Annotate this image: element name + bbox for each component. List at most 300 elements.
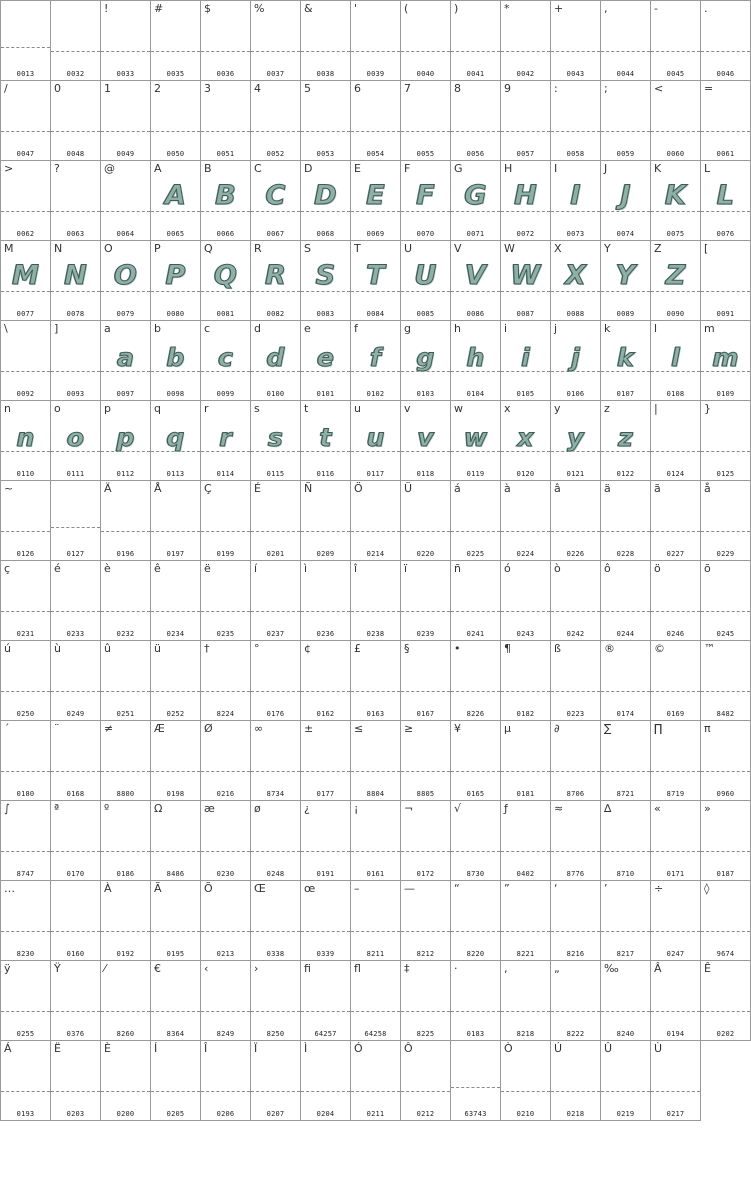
glyph-char-label: p	[104, 402, 111, 415]
baseline-guide	[51, 51, 100, 52]
glyph-char-label: ∂	[554, 722, 560, 735]
glyph-cell	[600, 400, 651, 481]
glyph-char-label: ∏	[654, 722, 663, 735]
glyph-cell	[450, 160, 501, 241]
glyph-code: 0204	[316, 1110, 335, 1118]
glyph-char-label: Ω	[154, 802, 163, 815]
font-glyph-sample: B	[215, 180, 236, 211]
glyph-char-label: £	[354, 642, 361, 655]
baseline-guide	[351, 771, 400, 772]
baseline-guide	[701, 131, 750, 132]
glyph-cell	[700, 320, 751, 401]
glyph-char-label: ô	[604, 562, 611, 575]
glyph-cell	[0, 720, 51, 801]
glyph-cell	[550, 480, 601, 561]
font-glyph-sample: W	[510, 260, 541, 291]
glyph-cell	[0, 960, 51, 1041]
glyph-code: 0339	[316, 950, 335, 958]
glyph-code: 0052	[266, 150, 285, 158]
baseline-guide	[651, 771, 700, 772]
glyph-cell	[700, 560, 751, 641]
glyph-cell	[200, 1040, 251, 1121]
font-glyph-sample: q	[166, 423, 185, 452]
glyph-cell	[650, 0, 701, 81]
glyph-code: 0124	[666, 470, 685, 478]
baseline-guide	[651, 531, 700, 532]
glyph-code: 0083	[316, 310, 335, 318]
glyph-code: 0044	[616, 70, 635, 78]
glyph-cell	[450, 560, 501, 641]
glyph-cell	[100, 720, 151, 801]
glyph-cell	[450, 720, 501, 801]
glyph-code: 0233	[66, 630, 85, 638]
glyph-cell	[300, 0, 351, 81]
font-glyph-sample: N	[64, 260, 87, 291]
font-glyph-sample: G	[464, 180, 487, 211]
glyph-cell	[150, 1040, 201, 1121]
glyph-code: 0241	[466, 630, 485, 638]
glyph-char-label: ≤	[354, 722, 364, 735]
glyph-cell	[300, 160, 351, 241]
glyph-char-label: Q	[204, 242, 213, 255]
glyph-cell	[400, 720, 451, 801]
glyph-code: 0117	[366, 470, 385, 478]
baseline-guide	[601, 851, 650, 852]
baseline-guide	[601, 931, 650, 932]
glyph-code: 0061	[716, 150, 735, 158]
glyph-code: 0212	[416, 1110, 435, 1118]
glyph-cell	[550, 960, 601, 1041]
glyph-cell	[600, 640, 651, 721]
baseline-guide	[501, 51, 550, 52]
glyph-cell	[550, 800, 601, 881]
font-glyph-sample: S	[315, 260, 336, 291]
baseline-guide	[651, 931, 700, 932]
glyph-char-label: ¶	[504, 642, 511, 655]
baseline-guide	[501, 691, 550, 692]
glyph-cell	[550, 640, 601, 721]
baseline-guide	[551, 1011, 600, 1012]
glyph-char-label: u	[354, 402, 361, 415]
glyph-char-label: â	[554, 482, 561, 495]
glyph-char-label: ~	[4, 482, 14, 495]
glyph-code: 0086	[466, 310, 485, 318]
glyph-cell	[250, 640, 301, 721]
baseline-guide	[151, 51, 200, 52]
glyph-cell	[700, 800, 751, 881]
glyph-code: 8224	[216, 710, 235, 718]
glyph-char-label: ç	[4, 562, 11, 575]
baseline-guide	[701, 451, 750, 452]
glyph-code: 0227	[666, 550, 685, 558]
glyph-code: 0192	[116, 950, 135, 958]
glyph-char-label: Í	[154, 1042, 158, 1055]
glyph-cell	[50, 880, 101, 961]
glyph-char-label: ®	[604, 642, 615, 655]
glyph-char-label: (	[404, 2, 409, 15]
font-glyph-sample: A	[165, 180, 186, 211]
baseline-guide	[401, 51, 450, 52]
glyph-cell	[150, 320, 201, 401]
glyph-code: 8710	[616, 870, 635, 878]
glyph-char-label: ª	[54, 802, 60, 815]
glyph-char-label: ÿ	[4, 962, 11, 975]
glyph-cell	[650, 400, 701, 481]
glyph-code: 0234	[166, 630, 185, 638]
glyph-char-label: Â	[654, 962, 662, 975]
baseline-guide	[651, 851, 700, 852]
baseline-guide	[601, 51, 650, 52]
glyph-char-label: Ô	[404, 1042, 413, 1055]
glyph-code: 0037	[266, 70, 285, 78]
glyph-char-label: k	[604, 322, 611, 335]
glyph-char-label: ö	[654, 562, 661, 575]
glyph-cell	[150, 800, 201, 881]
glyph-code: 0104	[466, 390, 485, 398]
glyph-char-label: ¢	[304, 642, 311, 655]
baseline-guide	[601, 531, 650, 532]
glyph-cell	[150, 240, 201, 321]
glyph-char-label: w	[454, 402, 463, 415]
glyph-cell	[400, 480, 451, 561]
glyph-code: 0041	[466, 70, 485, 78]
glyph-cell	[50, 320, 101, 401]
glyph-cell	[700, 80, 751, 161]
baseline-guide	[201, 931, 250, 932]
baseline-guide	[551, 131, 600, 132]
glyph-char-label: °	[254, 642, 260, 655]
glyph-cell	[350, 320, 401, 401]
glyph-code: 0125	[716, 470, 735, 478]
glyph-cell	[500, 1040, 551, 1121]
glyph-cell	[250, 960, 301, 1041]
glyph-code: 8260	[116, 1030, 135, 1038]
glyph-cell	[100, 160, 151, 241]
glyph-cell	[200, 800, 251, 881]
font-glyph-sample: y	[567, 423, 584, 452]
glyph-char-label: d	[254, 322, 261, 335]
glyph-char-label: 5	[304, 82, 311, 95]
glyph-cell	[200, 400, 251, 481]
baseline-guide	[651, 51, 700, 52]
glyph-code: 0255	[16, 1030, 35, 1038]
baseline-guide	[1, 611, 50, 612]
baseline-guide	[151, 771, 200, 772]
glyph-code: 0062	[16, 230, 35, 238]
baseline-guide	[101, 211, 150, 212]
glyph-char-label: Œ	[254, 882, 266, 895]
glyph-code: 0202	[716, 1030, 735, 1038]
glyph-char-label: »	[704, 802, 711, 815]
glyph-char-label: ¨	[54, 722, 60, 735]
glyph-char-label: z	[604, 402, 610, 415]
glyph-char-label: K	[654, 162, 662, 175]
glyph-cell	[100, 240, 151, 321]
glyph-cell	[250, 80, 301, 161]
glyph-cell	[50, 640, 101, 721]
glyph-code: 0046	[716, 70, 735, 78]
glyph-char-label: P	[154, 242, 161, 255]
glyph-char-label: ´	[4, 722, 10, 735]
baseline-guide	[201, 691, 250, 692]
glyph-cell	[400, 560, 451, 641]
glyph-char-label: Ø	[204, 722, 213, 735]
glyph-code: 8804	[366, 790, 385, 798]
glyph-code: 0238	[366, 630, 385, 638]
glyph-cell	[700, 240, 751, 321]
font-glyph-sample: w	[463, 423, 488, 452]
glyph-char-label: 0	[54, 82, 61, 95]
glyph-code: 0219	[616, 1110, 635, 1118]
baseline-guide	[251, 531, 300, 532]
glyph-cell	[200, 960, 251, 1041]
glyph-char-label: l	[654, 322, 658, 335]
glyph-char-label: [	[704, 242, 709, 255]
baseline-guide	[501, 931, 550, 932]
glyph-cell	[100, 400, 151, 481]
glyph-cell	[300, 800, 351, 881]
glyph-char-label: È	[104, 1042, 111, 1055]
baseline-guide	[501, 1011, 550, 1012]
glyph-code: 0176	[266, 710, 285, 718]
glyph-cell	[0, 320, 51, 401]
glyph-code: 0237	[266, 630, 285, 638]
baseline-guide	[701, 771, 750, 772]
glyph-cell	[350, 400, 401, 481]
glyph-code: 0097	[116, 390, 135, 398]
font-glyph-sample: r	[219, 423, 232, 452]
baseline-guide	[251, 131, 300, 132]
glyph-cell	[600, 1040, 651, 1121]
baseline-guide	[351, 1091, 400, 1092]
glyph-code: 0960	[716, 790, 735, 798]
glyph-code: 0013	[16, 70, 35, 78]
glyph-char-label: ¡	[354, 802, 359, 815]
baseline-guide	[401, 1091, 450, 1092]
glyph-code: 0376	[66, 1030, 85, 1038]
glyph-code: 63743	[464, 1110, 487, 1118]
glyph-cell	[550, 880, 601, 961]
baseline-guide	[451, 931, 500, 932]
glyph-char-label: t	[304, 402, 309, 415]
glyph-code: 8800	[116, 790, 135, 798]
glyph-cell	[450, 880, 501, 961]
glyph-code: 0162	[316, 710, 335, 718]
glyph-cell	[650, 240, 701, 321]
glyph-char-label: ‡	[404, 962, 410, 975]
glyph-cell	[50, 400, 101, 481]
glyph-code: 0235	[216, 630, 235, 638]
glyph-cell	[600, 800, 651, 881]
baseline-guide	[151, 1091, 200, 1092]
glyph-char-label: #	[154, 2, 164, 15]
glyph-code: 0105	[516, 390, 535, 398]
font-glyph-sample: z	[618, 423, 633, 452]
glyph-char-label: S	[304, 242, 311, 255]
baseline-guide	[551, 611, 600, 612]
glyph-code: 0033	[116, 70, 135, 78]
glyph-code: 0171	[666, 870, 685, 878]
font-glyph-sample: Y	[615, 260, 636, 291]
glyph-code: 0045	[666, 70, 685, 78]
glyph-code: 8364	[166, 1030, 185, 1038]
glyph-char-label: }	[704, 402, 711, 415]
glyph-cell	[400, 240, 451, 321]
glyph-code: 64258	[364, 1030, 387, 1038]
glyph-cell	[700, 640, 751, 721]
glyph-cell	[450, 320, 501, 401]
baseline-guide	[351, 691, 400, 692]
glyph-char-label: ]	[54, 322, 59, 335]
glyph-char-label: ±	[304, 722, 314, 735]
glyph-code: 0232	[116, 630, 135, 638]
font-glyph-sample: c	[218, 343, 233, 372]
glyph-char-label: ß	[554, 642, 561, 655]
baseline-guide	[451, 51, 500, 52]
glyph-code: 0098	[166, 390, 185, 398]
glyph-char-label: §	[404, 642, 410, 655]
font-glyph-sample: L	[716, 180, 735, 211]
glyph-cell	[600, 880, 651, 961]
glyph-cell	[100, 800, 151, 881]
glyph-cell	[200, 240, 251, 321]
glyph-cell	[400, 640, 451, 721]
baseline-guide	[401, 771, 450, 772]
glyph-cell	[550, 560, 601, 641]
glyph-code: 0043	[566, 70, 585, 78]
baseline-guide	[601, 771, 650, 772]
glyph-code: 0228	[616, 550, 635, 558]
glyph-char-label: i	[504, 322, 508, 335]
glyph-code: 8225	[416, 1030, 435, 1038]
glyph-cell	[250, 480, 301, 561]
glyph-cell	[500, 240, 551, 321]
font-glyph-sample: t	[319, 423, 332, 452]
glyph-code: 0338	[266, 950, 285, 958]
glyph-cell	[450, 960, 501, 1041]
glyph-char-label: ≥	[404, 722, 414, 735]
glyph-char-label: ‹	[204, 962, 209, 975]
glyph-char-label: o	[54, 402, 61, 415]
font-glyph-sample: E	[366, 180, 385, 211]
glyph-char-label: œ	[304, 882, 316, 895]
glyph-char-label: ™	[704, 642, 715, 655]
glyph-char-label: j	[554, 322, 558, 335]
glyph-code: 0250	[16, 710, 35, 718]
font-glyph-sample: P	[165, 260, 186, 291]
glyph-code: 0089	[616, 310, 635, 318]
baseline-guide	[101, 611, 150, 612]
glyph-cell	[100, 80, 151, 161]
glyph-char-label: Y	[604, 242, 611, 255]
glyph-code: 0217	[666, 1110, 685, 1118]
baseline-guide	[351, 1011, 400, 1012]
font-glyph-sample: f	[370, 343, 381, 372]
baseline-guide	[1, 47, 50, 48]
glyph-code: 8730	[466, 870, 485, 878]
baseline-guide	[151, 611, 200, 612]
glyph-cell	[500, 720, 551, 801]
baseline-guide	[251, 931, 300, 932]
glyph-cell	[300, 560, 351, 641]
glyph-cell	[650, 880, 701, 961]
glyph-char-label: ©	[654, 642, 665, 655]
glyph-code: 8240	[616, 1030, 635, 1038]
glyph-cell	[400, 880, 451, 961]
baseline-guide	[451, 1011, 500, 1012]
glyph-char-label: Ä	[104, 482, 112, 495]
glyph-char-label: 7	[404, 82, 411, 95]
glyph-cell	[400, 160, 451, 241]
glyph-code: 0167	[416, 710, 435, 718]
glyph-char-label: r	[204, 402, 209, 415]
glyph-code: 0116	[316, 470, 335, 478]
glyph-code: 0109	[716, 390, 735, 398]
glyph-char-label: ⁄	[104, 962, 106, 975]
glyph-char-label: ó	[504, 562, 511, 575]
glyph-char-label: ≠	[104, 722, 114, 735]
glyph-code: 0200	[116, 1110, 135, 1118]
baseline-guide	[601, 691, 650, 692]
glyph-code: 0118	[416, 470, 435, 478]
glyph-code: 0161	[366, 870, 385, 878]
glyph-char-label: ò	[554, 562, 561, 575]
glyph-cell	[500, 400, 551, 481]
glyph-code: 0186	[116, 870, 135, 878]
glyph-char-label: Õ	[204, 882, 213, 895]
glyph-code: 0111	[66, 470, 85, 478]
baseline-guide	[1, 931, 50, 932]
glyph-cell	[50, 1040, 101, 1121]
glyph-char-label: J	[604, 162, 608, 175]
baseline-guide	[151, 131, 200, 132]
glyph-cell	[500, 320, 551, 401]
glyph-code: 0183	[466, 1030, 485, 1038]
font-glyph-sample: u	[366, 423, 385, 452]
glyph-char-label: 6	[354, 82, 361, 95]
font-glyph-sample: T	[366, 260, 385, 291]
glyph-cell	[150, 960, 201, 1041]
glyph-char-label: v	[404, 402, 411, 415]
glyph-char-label: “	[454, 882, 460, 895]
glyph-char-label: >	[4, 162, 14, 175]
baseline-guide	[201, 611, 250, 612]
glyph-cell	[0, 160, 51, 241]
glyph-char-label: .	[704, 2, 708, 15]
glyph-cell	[300, 720, 351, 801]
baseline-guide	[701, 531, 750, 532]
font-glyph-sample: I	[570, 180, 581, 211]
font-glyph-sample: d	[266, 343, 285, 372]
glyph-char-label: *	[504, 2, 510, 15]
glyph-cell	[250, 320, 301, 401]
glyph-code: 0042	[516, 70, 535, 78]
glyph-char-label: :	[554, 82, 558, 95]
glyph-char-label: C	[254, 162, 262, 175]
glyph-char-label: q	[154, 402, 161, 415]
font-glyph-sample: U	[414, 260, 437, 291]
glyph-code: 0077	[16, 310, 35, 318]
glyph-cell	[650, 960, 701, 1041]
glyph-code: 0063	[66, 230, 85, 238]
baseline-guide	[1, 771, 50, 772]
glyph-cell	[450, 480, 501, 561]
glyph-char-label: 8	[454, 82, 461, 95]
glyph-code: 0187	[716, 870, 735, 878]
glyph-cell	[650, 160, 701, 241]
font-glyph-sample: M	[12, 260, 39, 291]
baseline-guide	[101, 931, 150, 932]
